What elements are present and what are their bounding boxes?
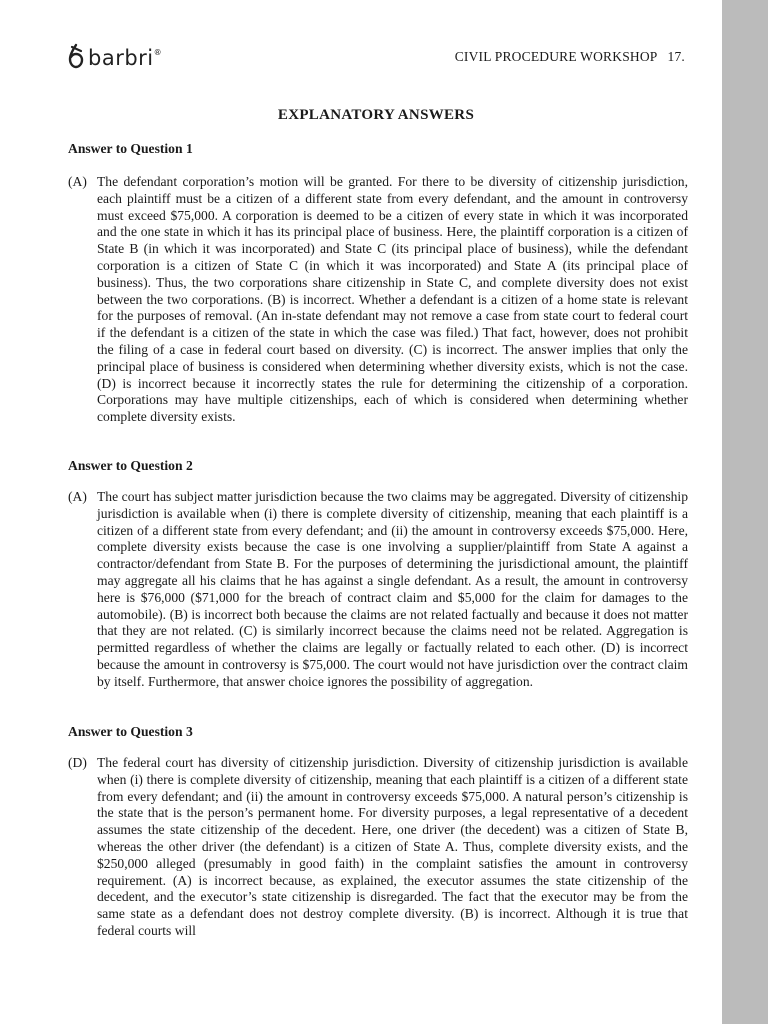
logo-registered-mark: ® [153,48,163,57]
running-head-title: CIVIL PROCEDURE WORKSHOP [454,49,658,64]
answer-block-2 [68,489,688,691]
answer-heading-1: Answer to Question 1 [68,141,193,156]
viewer-side-strip [722,0,768,1024]
answer-heading-3: Answer to Question 3 [68,724,193,739]
logo-wordmark [88,40,162,71]
running-head [455,49,685,65]
answer-heading-2: Answer to Question 2 [68,458,193,473]
answer-block-3 [68,755,688,940]
answer-text-2: The court has subject matter jurisdiction because the two claims may be aggregated. Diversity of citizenship jurisdiction is available when (i) there is complete diversity of citizenship, meaning that each plaintiff is a citizen of a different state from every defendant; and (ii) the amount in controversy exceeds $75,000. Here, complete diversity exists because the case is one involving a supplier/plaintiff from State A against a contractor/defendant from State B. For the purposes of determining the jurisdictional amount, the plaintiff may aggregate all his claims that he has against a single defendant. As a result, the amount in controversy here is $76,000 ($71,000 for the breach of contract claim and $5,000 for the claim for damages to the automobile). (B) is incorrect both because the claims are not related factually and because it does not matter that they are not related. (C) is similarly incorrect because the claims need not be related. Aggregation is permitted regardless of whether the claims are legally or factually related to each other. (D) is incorrect because the amount in controversy is $75,000. The court would not have jurisdiction over the contract claim by itself. Furthermore, that answer choice ignores the possibility of aggregation. [97,489,688,689]
answer-letter-3: (D) [68,755,87,770]
answer-letter-2: (A) [68,489,87,504]
page-number: 17. [667,49,685,64]
answer-text-1: The defendant corporation’s motion will be granted. For there to be diversity of citizenship jurisdiction, each plaintiff must be a citizen of a different state from every defendant, and the amount in controversy must exceed $75,000. A corporation is deemed to be a citizen of every state in which it was incorporated and the one state in which it has its principal place of business. Here, the plaintiff corporation is a citizen of State B (in which it was incorporated) and State C (its principal place of business), while the defendant corporation is a citizen of State C (in which it was incorporated) and State A (its principal place of business). Thus, the two corporations share citizenship in State C, and complete diversity does not exist between the two corporations. (B) is incorrect. Whether a defendant is a citizen of a home state is relevant for the purposes of removal. (An in-state defendant may not remove a case from state court to federal court if the defendant is a citizen of the state in which the case was filed.) That fact, however, does not prohibit the filing of a case in federal court based on diversity. (C) is incorrect. The answer implies that only the principal place of business is considered when determining whether diversity exists, which is not the case. (D) is incorrect because it incorrectly states the rule for determining the citizenship of a corporation. Corporations may have multiple citizenships, each of which is considered when determining whether complete diversity exists. [97,174,688,425]
answer-letter-1: (A) [68,174,87,189]
page-header [67,40,687,70]
logo-name: barbri [88,46,154,70]
answer-block-1 [68,174,688,426]
page-title: EXPLANATORY ANSWERS [277,107,475,123]
barbri-logo [67,40,162,71]
barbri-logo-icon [67,43,85,69]
answer-text-3: The federal court has diversity of citizenship jurisdiction. Diversity of citizenship jurisdiction is available when (i) there is complete diversity of citizenship, meaning that each plaintiff is a citizen of a different state from every defendant; and (ii) the amount in controversy exceeds $75,000. A natural person’s citizenship is the state that is the person’s permanent home. For diversity purposes, a legal representative of a decedent assumes the state citizenship of the decedent. Here, one driver (the decedent) was a citizen of State B, whereas the other driver (the defendant) is a citizen of State A. Thus, complete diversity exists, and the $250,000 alleged (presumably in good faith) in the complaint satisfies the amount in controversy requirement. (A) is incorrect because, as explained, the executor assumes the state citizenship of the decedent, and the executor’s state citizenship is disregarded. The fact that the executor may be from the same state as a defendant does not destroy complete diversity. (B) is incorrect. Although it is true that federal courts will [97,755,688,938]
